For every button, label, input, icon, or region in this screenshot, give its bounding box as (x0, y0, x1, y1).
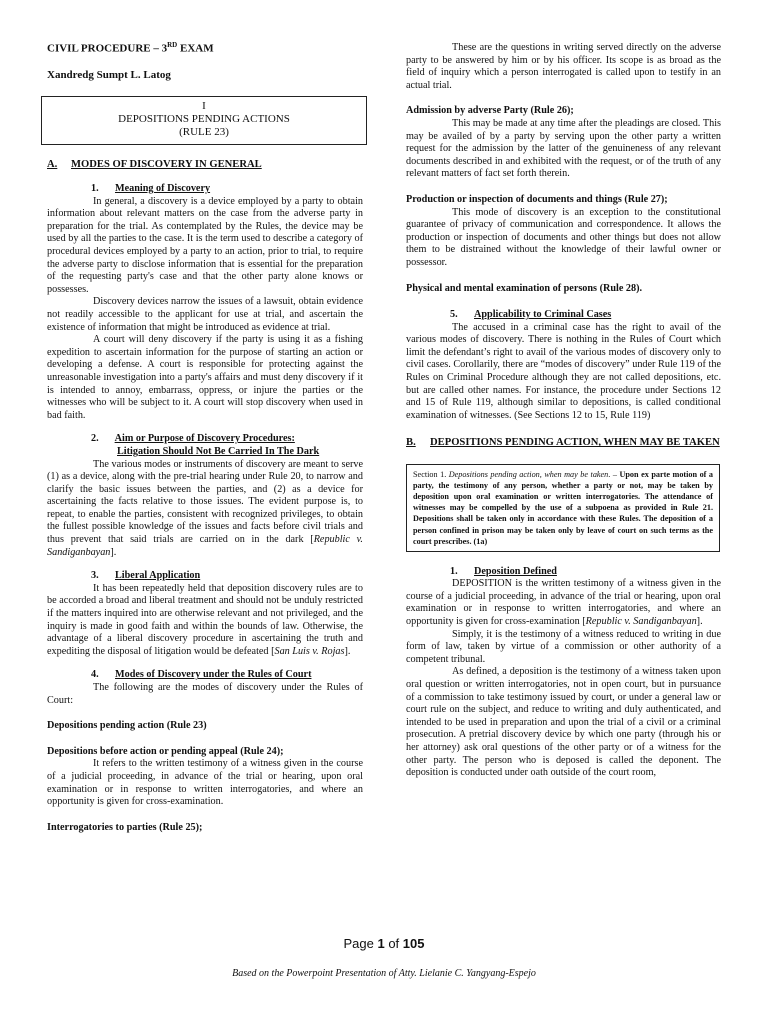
paragraph: This mode of discovery is an exception to the constitutional guarantee of privacy of communication and correspondence. It allows the production or inspection of documents and other things but does not allow them to be distrained without the knowledge of their lawful owner or possessor. (406, 206, 721, 268)
mode-physical-exam: Physical and mental examination of persons (Rule 28). (406, 282, 643, 294)
paragraph: As defined, a deposition is the testimony of a witness taken upon oral question or written interrogatories, not in open court, but in pursuance of a commission to take testimony issued by court, or under a general law or court rule on the subject, and reduce to writing and duly authenticated, and intended to be used in preparation and upon the trial of a civil or a criminal prosecution. A pretrial discovery device by which one party (through his or her attorney) ask oral questions of the other party or of a witness for the other party. The person who is deposed is called the deponent. The deposition is conducted under oath outside of the court room, (406, 666, 721, 779)
paragraph: It has been repeatedly held that deposition discovery rules are to be accorded a broad and liberal treatment and should not be unduly restricted if the matters inquired into are otherwise relevant and not privileged, and the inquiry is made in good faith and within the bounds of law. Otherwise, the advantage of a liberal discovery procedure in ascertaining the truth and expediting the disposal of litigation would be defeated [San Luis v. Rojas]. (47, 582, 363, 657)
author-name: Xandredg Sumpt L. Latog (47, 69, 171, 82)
left-column (47, 39, 363, 834)
rule-quote-box: Section 1. Depositions pending action, when may be taken. – Upon ex parte motion of a party, the testimony of any person, whether a party or not, may be taken by deposition upon oral examination or written interrogatories. The attendance of witnesses may be compelled by the use of a subpoena as provided in Rule 21. Depositions shall be taken only in accordance with these Rules. The deposition of a person confined in prison may be taken only by leave of court on such terms as the court prescribes. (1a) (406, 464, 720, 552)
footer-note: Based on the Powerpoint Presentation of Atty. Lielanie C. Yangyang-Espejo (232, 968, 536, 979)
chapter-title-line2: (RULE 23) (179, 126, 229, 139)
paragraph: It refers to the written testimony of a witness given in the course of a judicial proceeding, in advance of the trial or hearing, upon oral examination or in response to written interrogatories, and where an opportunity is given for cross-examination. (47, 758, 363, 808)
section-a-heading: A. MODES OF DISCOVERY IN GENERAL (47, 159, 262, 171)
paragraph: These are the questions in writing served directly on the adverse party to be answered by him or by his officer. Its scope is as broad as the field of inquiry which a person interrogated is called upon to testify in an actual trial. (406, 42, 721, 91)
section-b-heading: B. DEPOSITIONS PENDING ACTION, WHEN MAY BE TAKEN (406, 437, 720, 449)
paragraph: This may be made at any time after the pleadings are closed. This may be availed of by a party by serving upon the other party a written request for the admission by the latter of the genuineness of any relevant documents described in and exhibited with the request, or of the truth of any relevant matters of fact set forth therein. (406, 117, 721, 180)
paragraph: Simply, it is the testimony of a witness reduced to writing in due form of law, taken by virtue of a commission or other authority of a competent tribunal. (406, 628, 721, 665)
paragraph: In general, a discovery is a device employed by a party to obtain information about relevant matters on the case from the adverse party in preparation for the trial. As contemplated by the Rules, the device may be used by all the parties to the case. It is the term used to describe a category of procedural devices employed by a party to an action, prior to trial, to require the adverse party to disclose information that is essential for the preparation of the requesting party's case and that the other party alone knows or possesses. (47, 195, 363, 295)
paragraph: Discovery devices narrow the issues of a lawsuit, obtain evidence not readily accessible to the applicant for use at trial, and ascertain the existence of information that might be introduced as evidence at trial. (47, 296, 363, 333)
paragraph: The various modes or instruments of discovery are meant to serve (1) as a device, along with the pre-trial hearing under Rule 20, to narrow and clarify the basic issues between the parties, and (2) as a device for ascertaining the facts relative to those issues. The evident purpose is, to repeat, to enable the parties, consistent with recognized privileges, to obtain the fullest possible knowledge of the issues and facts before civil trials and thus prevent that said trials are carried on in the dark [Republic v. Sandiganbayan]. (47, 458, 363, 558)
subheading-aim: 2. Aim or Purpose of Discovery Procedures: Litigation Should Not Be Carried In The Dark (91, 433, 320, 457)
mode-depositions-before: Depositions before action or pending appeal (Rule 24); (47, 745, 284, 757)
page-number: Page 1 of 105 (343, 936, 425, 951)
mode-admission: Admission by adverse Party (Rule 26); (406, 105, 574, 117)
chapter-roman: I (202, 99, 206, 112)
subheading-criminal: 5. Applicability to Criminal Cases (450, 309, 612, 321)
mode-interrogatories: Interrogatories to parties (Rule 25); (47, 821, 203, 833)
chapter-title-line1: DEPOSITIONS PENDING ACTIONS (118, 113, 290, 126)
subheading-deposition-defined: 1. Deposition Defined (450, 565, 557, 577)
chapter-title-box (41, 96, 367, 146)
paragraph: The accused in a criminal case has the right to avail of the various modes of discovery. There is nothing in the Rules of Court which limit the defendant’s right to avail of the various modes of discovery only to civil cases. Corollarily, there are “modes of discovery” under Rule 119 of the Rules on Criminal Procedure although they are not called depositions, etc. but are called other names. For instance, the procedure under Sections 12 and 15 of Rule 119, although similar to depositions, is called conditional examination of witnesses. (See Sections 12 to 15, Rule 119) (406, 321, 721, 421)
right-column (406, 42, 721, 780)
course-title: CIVIL PROCEDURE – 3RD EXAM (47, 41, 214, 55)
subheading-liberal: 3. Liberal Application (91, 570, 201, 582)
paragraph: A court will deny discovery if the party is using it as a fishing expedition to ascertain information for the purpose of starting an action or developing a defense. A court is responsible for protecting against the unreasonable investigation into a party's affairs and must deny discovery if it is intended to annoy, embarrass, oppress, or injure the parties or the witnesses who will be subject to it. A court will stop discovery when used in bad faith. (47, 334, 363, 421)
paragraph: DEPOSITION is the written testimony of a witness given in the course of a judicial proceeding, in advance of the trial or hearing, upon oral examination or in response to written interrogatories, and where an opportunity is given for cross-examination [Republic v. Sandiganbayan]. (406, 578, 721, 628)
subheading-modes: 4. Modes of Discovery under the Rules of Court (91, 669, 312, 681)
mode-production: Production or inspection of documents and things (Rule 27); (406, 193, 668, 205)
subheading-meaning: 1. Meaning of Discovery (91, 183, 211, 195)
paragraph: The following are the modes of discovery under the Rules of Court: (47, 682, 363, 706)
mode-depositions-pending: Depositions pending action (Rule 23) (47, 720, 207, 732)
